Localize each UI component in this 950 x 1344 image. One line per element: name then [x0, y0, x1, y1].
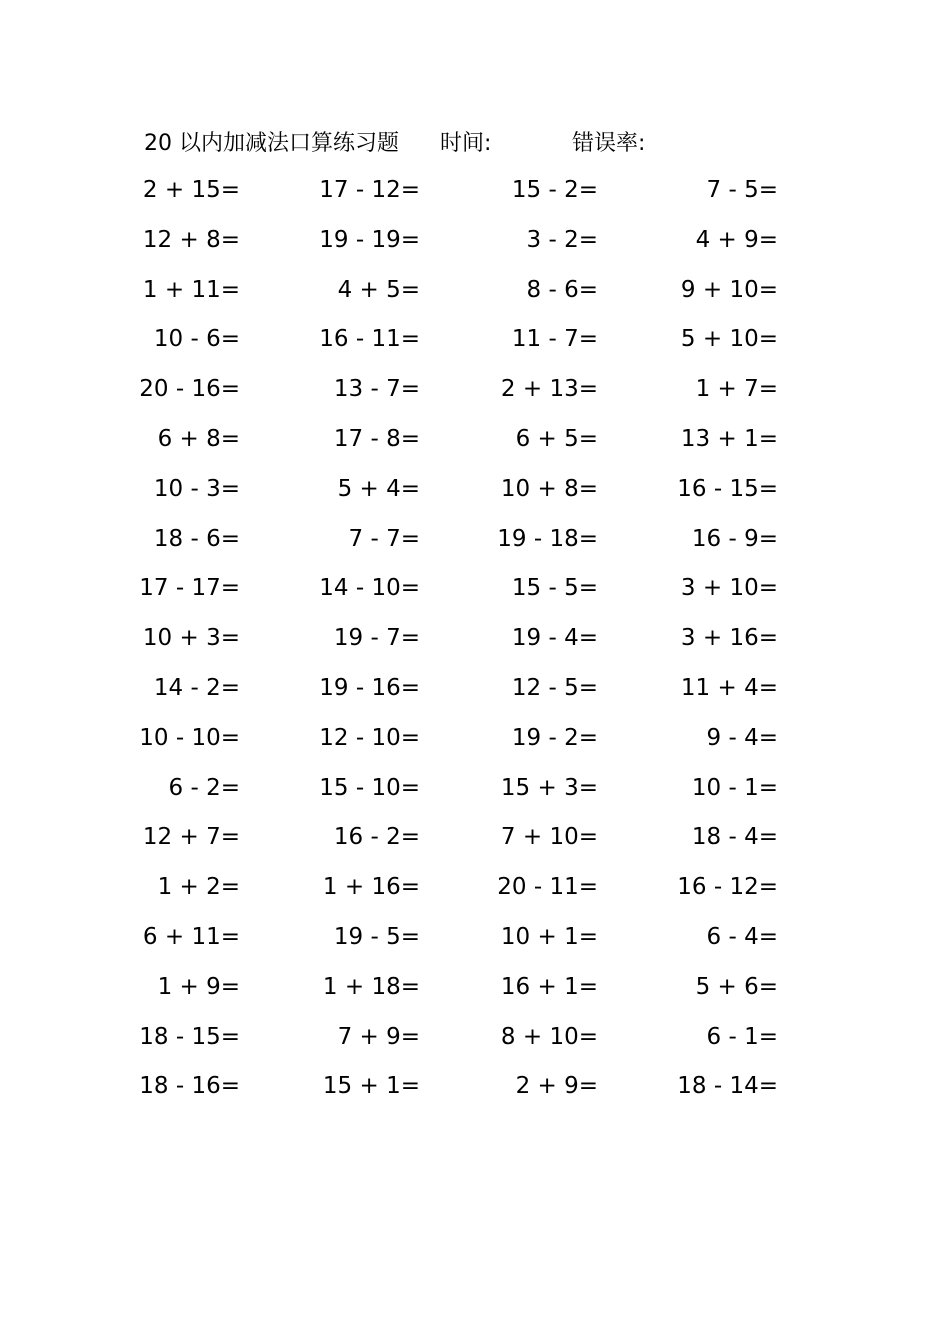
problem-item: 19 - 16=: [319, 674, 420, 701]
problem-item: 6 - 2=: [168, 774, 240, 801]
problem-row: [0, 415, 950, 465]
problem-item: 12 - 5=: [511, 674, 598, 701]
problem-item: 10 + 3=: [142, 625, 240, 652]
problem-item: 15 - 10=: [319, 774, 420, 801]
problem-item: 16 - 2=: [333, 824, 420, 851]
problem-item: 10 - 1=: [691, 774, 778, 801]
problem-item: 7 - 7=: [348, 525, 420, 552]
problem-item: 12 + 8=: [142, 226, 240, 253]
problem-row: [0, 216, 950, 266]
problem-row: [0, 166, 950, 216]
problem-item: 18 - 6=: [153, 525, 240, 552]
problem-item: 8 - 6=: [526, 276, 598, 303]
problem-item: 17 - 12=: [319, 177, 420, 203]
problem-item: 16 - 15=: [677, 475, 778, 502]
problem-item: 13 + 1=: [680, 425, 778, 452]
problem-item: 10 - 6=: [153, 326, 240, 353]
problem-row: [0, 913, 950, 963]
problem-item: 6 - 4=: [706, 923, 778, 950]
problem-row: [0, 764, 950, 814]
problem-grid: [0, 166, 950, 1112]
worksheet-title: 20 以内加减法口算练习题: [144, 131, 399, 156]
problem-item: 18 - 15=: [139, 1023, 240, 1050]
problem-item: 19 - 19=: [319, 226, 420, 253]
problem-item: 19 - 4=: [511, 625, 598, 652]
problem-item: 1 + 11=: [142, 276, 240, 303]
problem-item: 10 + 8=: [500, 475, 598, 502]
problem-item: 6 - 1=: [706, 1023, 778, 1050]
problem-row: [0, 564, 950, 614]
problem-item: 19 - 2=: [511, 724, 598, 751]
problem-item: 6 + 11=: [142, 923, 240, 950]
problem-item: 10 - 10=: [139, 724, 240, 751]
problem-item: 16 - 9=: [691, 525, 778, 552]
problem-item: 9 - 4=: [706, 724, 778, 751]
problem-item: 17 - 17=: [139, 575, 240, 602]
problem-item: 7 + 9=: [337, 1023, 420, 1050]
problem-item: 20 - 16=: [139, 376, 240, 403]
problem-item: 15 + 1=: [322, 1073, 420, 1100]
problem-item: 6 + 5=: [515, 425, 598, 452]
problem-item: 19 - 5=: [333, 923, 420, 950]
problem-item: 17 - 8=: [333, 425, 420, 452]
problem-item: 1 + 7=: [695, 376, 778, 403]
problem-row: [0, 1062, 950, 1112]
problem-item: 5 + 4=: [337, 475, 420, 502]
problem-item: 15 - 2=: [511, 177, 598, 203]
problem-item: 11 + 4=: [680, 674, 778, 701]
problem-row: [0, 1013, 950, 1063]
problem-row: [0, 714, 950, 764]
problem-item: 18 - 4=: [691, 824, 778, 851]
problem-item: 7 + 10=: [500, 824, 598, 851]
problem-item: 16 + 1=: [500, 973, 598, 1000]
problem-item: 8 + 10=: [500, 1023, 598, 1050]
problem-row: [0, 664, 950, 714]
problem-item: 4 + 9=: [695, 226, 778, 253]
problem-row: [0, 365, 950, 415]
problem-item: 14 - 10=: [319, 575, 420, 602]
problem-item: 14 - 2=: [153, 674, 240, 701]
problem-row: [0, 614, 950, 664]
problem-item: 1 + 16=: [322, 874, 420, 901]
problem-item: 2 + 9=: [515, 1073, 598, 1100]
problem-item: 9 + 10=: [680, 276, 778, 303]
problem-item: 15 + 3=: [500, 774, 598, 801]
problem-item: 16 - 12=: [677, 874, 778, 901]
problem-item: 10 - 3=: [153, 475, 240, 502]
problem-item: 19 - 7=: [333, 625, 420, 652]
problem-row: [0, 315, 950, 365]
problem-item: 12 - 10=: [319, 724, 420, 751]
problem-item: 4 + 5=: [337, 276, 420, 303]
problem-row: [0, 266, 950, 316]
problem-row: [0, 863, 950, 913]
problem-item: 6 + 8=: [157, 425, 240, 452]
problem-item: 1 + 9=: [157, 973, 240, 1000]
problem-item: 20 - 11=: [497, 874, 598, 901]
problem-item: 1 + 2=: [157, 874, 240, 901]
problem-item: 15 - 5=: [511, 575, 598, 602]
problem-item: 1 + 18=: [322, 973, 420, 1000]
problem-item: 18 - 16=: [139, 1073, 240, 1100]
problem-item: 2 + 13=: [500, 376, 598, 403]
problem-item: 3 + 16=: [680, 625, 778, 652]
problem-item: 11 - 7=: [511, 326, 598, 353]
problem-item: 13 - 7=: [333, 376, 420, 403]
problem-item: 7 - 5=: [706, 177, 778, 203]
problem-item: 5 + 6=: [695, 973, 778, 1000]
problem-row: [0, 813, 950, 863]
problem-item: 3 + 10=: [680, 575, 778, 602]
time-label: 时间:: [440, 131, 492, 156]
problem-item: 3 - 2=: [526, 226, 598, 253]
problem-item: 16 - 11=: [319, 326, 420, 353]
error-rate-label: 错误率:: [572, 131, 646, 156]
problem-row: [0, 515, 950, 565]
problem-item: 5 + 10=: [680, 326, 778, 353]
problem-item: 10 + 1=: [500, 923, 598, 950]
worksheet-header: [0, 124, 950, 164]
problem-item: 19 - 18=: [497, 525, 598, 552]
problem-item: 2 + 15=: [142, 177, 240, 203]
problem-row: [0, 963, 950, 1013]
problem-row: [0, 465, 950, 515]
problem-item: 18 - 14=: [677, 1073, 778, 1100]
problem-item: 12 + 7=: [142, 824, 240, 851]
